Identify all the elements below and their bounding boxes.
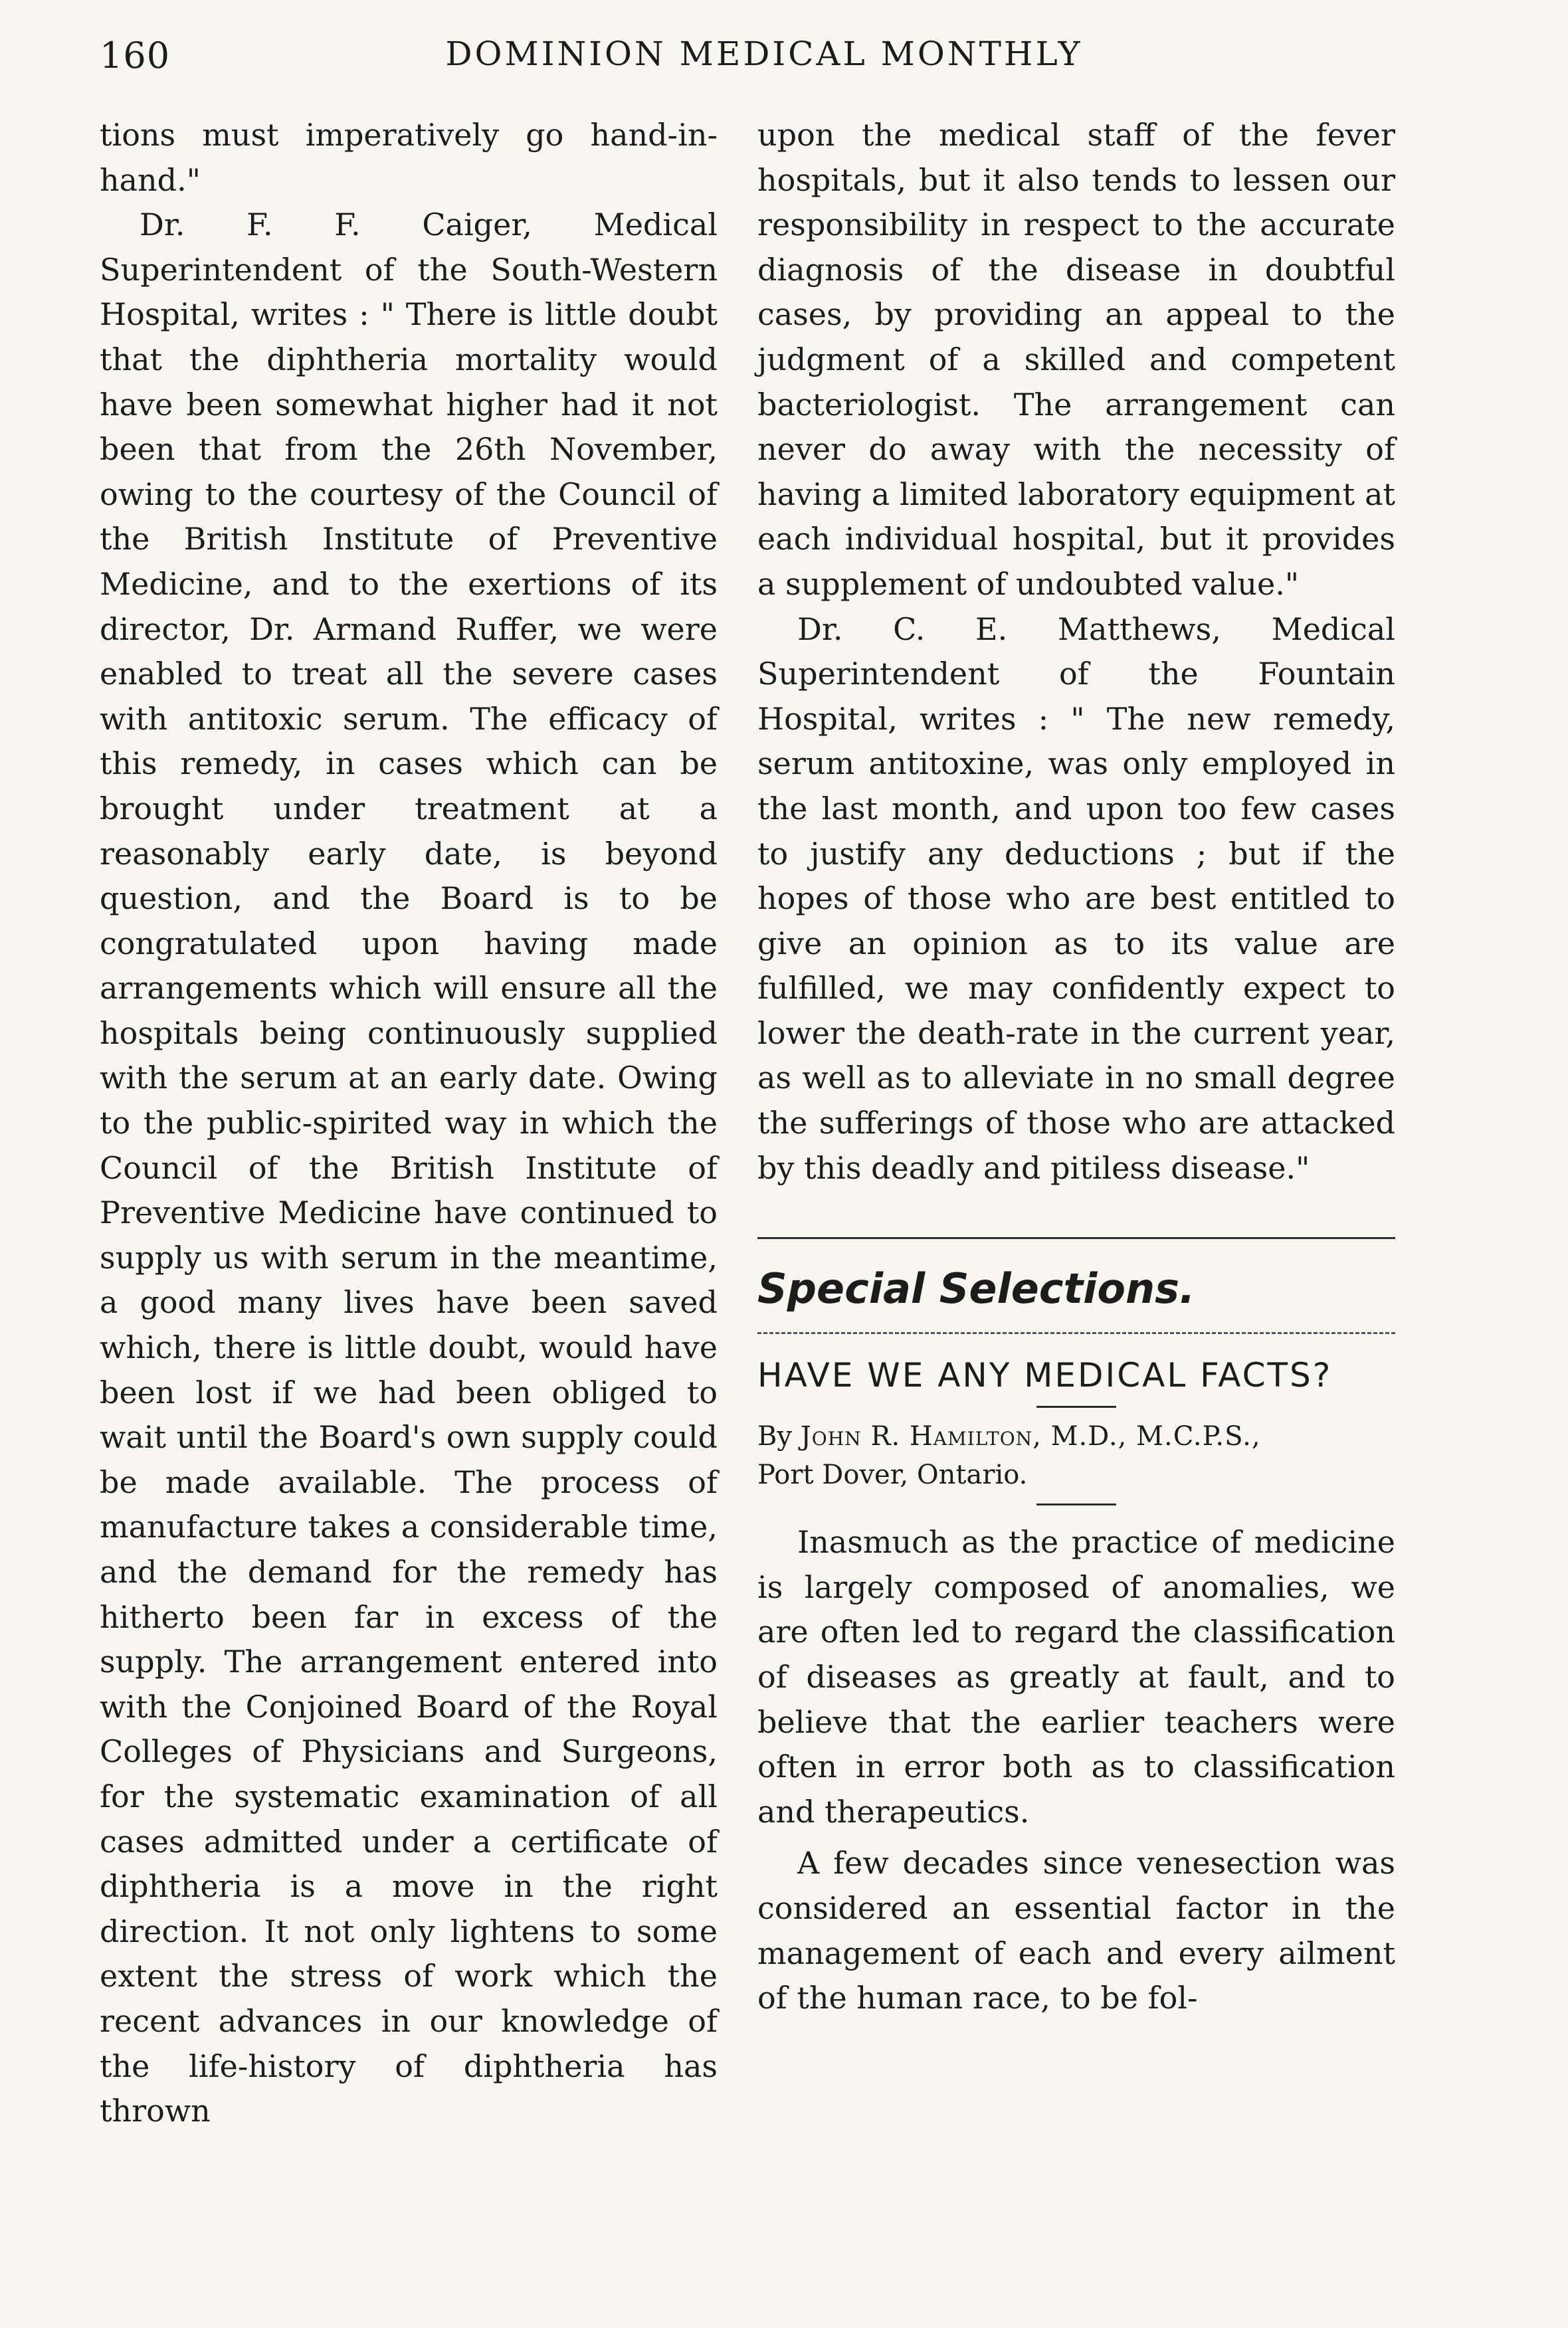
paragraph: Dr. F. F. Caiger, Medical Superintendent of the South-Western Hospital, writes : " There is little doubt that the diphtheria mortality would have been somewhat higher had it not been that from the 26th November, owing to the courtesy of the Council of the British Institute of Preventive Medicine, and to the exertions of its director, Dr. Armand Ruffer, we were enabled to treat all the severe cases with antitoxic serum. The efficacy of this remedy, in cases which can be brought under treatment at a reasonably early date, is beyond question, and the Board is to be congratulated upon having made arrangements which will ensure all the hospitals being continuously supplied with the serum at an early date. Owing to the public-spirited way in which the Council of the British Institute of Preventive Medicine have continued to supply us with serum in the meantime, a good many lives have been saved which, there is little doubt, would have been lost if we had been obliged to wait until the Board's own supply could be made available. The process of manufacture takes a considerable time, and the demand for the remedy has hitherto been far in excess of the supply. The arrangement entered into with the Conjoined Board of the Royal Colleges of Physicians and Surgeons, for the systematic examination of all cases admitted under a certificate of diphtheria is a move in the right direction. It not only lightens to some extent the stress of work which the recent advances in our knowledge of the life-history of diphtheria has thrown (100, 207, 718, 2129)
section-title: Special Selections. (757, 1264, 1195, 1313)
byline-author: John R. Hamilton, M.D., M.C.P.S., (800, 1421, 1261, 1452)
byline-prefix: By (757, 1421, 792, 1452)
byline (757, 1417, 1395, 1456)
title-rule (1036, 1406, 1116, 1408)
left-column (100, 113, 718, 2134)
section-divider (757, 1237, 1395, 1239)
article-title: HAVE WE ANY MEDICAL FACTS? (757, 1356, 1333, 1395)
page-number: 160 (100, 35, 171, 76)
byline-rule (1036, 1504, 1116, 1505)
paragraph: Dr. C. E. Matthews, Medical Superintendent of the Fountain Hospital, writes : " The new remedy, serum antitoxine, was only employed in the last month, and upon too few cases to justify any deductions ; but if the hopes of those who are best entitled to give an opinion as to its value are fulfilled, we may confidently expect to lower the death-rate in the current year, as well as to alleviate in no small degree the sufferings of those who are attacked by this deadly and pitiless disease." (757, 611, 1395, 1186)
byline-place: Port Dover, Ontario. (757, 1460, 1028, 1491)
right-column (757, 113, 1395, 2021)
paragraph: tions must imperatively go hand-in-hand." (100, 117, 718, 198)
running-head: DOMINION MEDICAL MONTHLY (445, 35, 1083, 73)
paragraph: upon the medical staff of the fever hospitals, but it also tends to lessen our responsibility in respect to the accurate diagnosis of the disease in doubtful cases, by providing an appeal to the judgment of a skilled and competent bacteriologist. The arrangement can never do away with the necessity of having a limited laboratory equipment at each individual hospital, but it provides a supplement of undoubted value." (757, 117, 1395, 602)
paragraph: A few decades since venesection was considered an essential factor in the management of each and every ailment of the human race, to be fol- (757, 1845, 1395, 2016)
section-divider-dashed (757, 1332, 1395, 1334)
paragraph: Inasmuch as the practice of medicine is largely composed of anomalies, we are often led to regard the classification of diseases as greatly at fault, and to believe that the earlier teachers were often in error both as to classification and therapeutics. (757, 1524, 1395, 1830)
